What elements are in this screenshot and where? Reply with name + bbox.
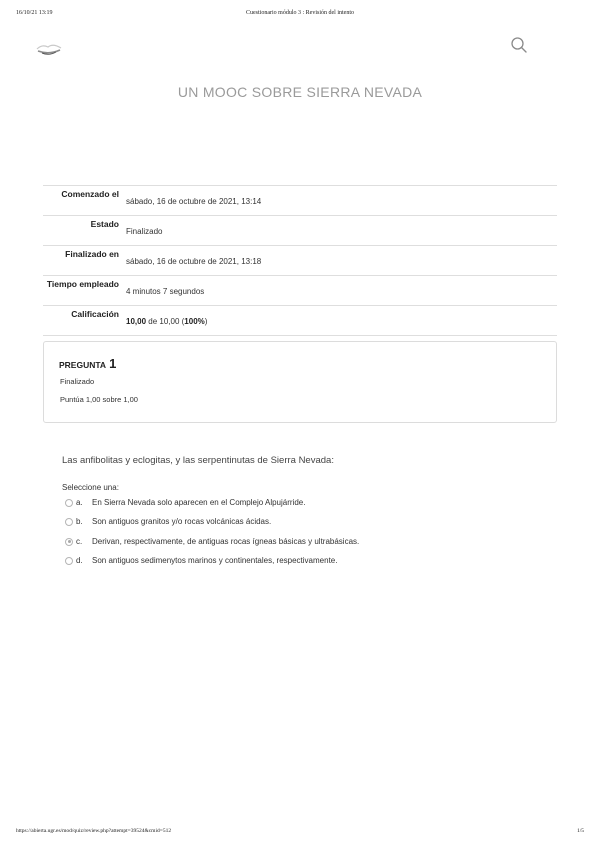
question-info-box bbox=[43, 341, 557, 423]
print-datetime: 16/10/21 13:19 bbox=[16, 10, 53, 16]
summary-row-state bbox=[43, 215, 557, 245]
summary-row-finished bbox=[43, 245, 557, 275]
summary-row-grade bbox=[43, 305, 557, 336]
grade-score: 10,00 bbox=[126, 317, 147, 326]
summary-value: Finalizado bbox=[126, 227, 163, 236]
summary-row-time-taken bbox=[43, 275, 557, 305]
answer-prompt: Seleccione una: bbox=[62, 483, 119, 492]
grade-max: de 10,00 bbox=[148, 317, 180, 326]
snowy-mountain-logo[interactable] bbox=[36, 40, 62, 58]
answer-text: Son antiguos granitos y/o rocas volcánicas ácidas. bbox=[92, 517, 272, 527]
radio-button[interactable] bbox=[65, 557, 73, 565]
attempt-summary-table bbox=[43, 185, 557, 336]
grade-percent: 100% bbox=[184, 317, 205, 326]
summary-value: sábado, 16 de octubre de 2021, 13:18 bbox=[126, 257, 262, 266]
question-state: Finalizado bbox=[60, 377, 95, 386]
summary-label: Comenzado el bbox=[61, 189, 119, 199]
answer-letter: d. bbox=[76, 555, 83, 565]
summary-value: sábado, 16 de octubre de 2021, 13:14 bbox=[126, 197, 262, 206]
answer-text: En Sierra Nevada solo aparecen en el Complejo Alpujárride. bbox=[92, 498, 306, 507]
grade-value: 10,00 de 10,00 (100%) bbox=[126, 317, 208, 326]
print-footer bbox=[16, 828, 584, 838]
summary-value: 4 minutos 7 segundos bbox=[126, 287, 205, 296]
question-header bbox=[59, 356, 116, 371]
print-header bbox=[16, 10, 584, 22]
print-page-number: 1/5 bbox=[576, 828, 584, 834]
question-number: 1 bbox=[109, 356, 117, 371]
summary-label: Estado bbox=[90, 219, 119, 229]
answer-letter: b. bbox=[76, 517, 83, 527]
summary-label: Finalizado en bbox=[65, 249, 119, 259]
radio-button[interactable] bbox=[65, 499, 73, 507]
print-page-title: Cuestionario módulo 3 : Revisión del intento bbox=[246, 10, 354, 16]
site-title[interactable]: UN MOOC SOBRE SIERRA NEVADA bbox=[177, 84, 423, 100]
question-mark: Puntúa 1,00 sobre 1,00 bbox=[60, 395, 138, 404]
summary-label: Tiempo empleado bbox=[46, 279, 119, 289]
print-url: https://abierta.ugr.es/mod/quiz/review.php?attempt=39524&cmid=512 bbox=[16, 828, 172, 834]
summary-label: Calificación bbox=[71, 309, 119, 319]
radio-button[interactable] bbox=[65, 518, 73, 526]
answer-letter: a. bbox=[76, 498, 83, 507]
search-icon[interactable] bbox=[510, 36, 528, 54]
answer-text: Son antiguos sedimenytos marinos y continentales, respectivamente. bbox=[92, 555, 338, 565]
radio-button-selected[interactable] bbox=[65, 538, 73, 546]
answer-text: Derivan, respectivamente, de antiguas rocas ígneas básicas y ultrabásicas. bbox=[92, 536, 360, 546]
answer-letter: c. bbox=[76, 536, 83, 546]
question-text: Las anfibolitas y eclogitas, y las serpentinutas de Sierra Nevada: bbox=[62, 455, 334, 466]
summary-row-started bbox=[43, 185, 557, 215]
question-label: PREGUNTA bbox=[59, 360, 107, 370]
